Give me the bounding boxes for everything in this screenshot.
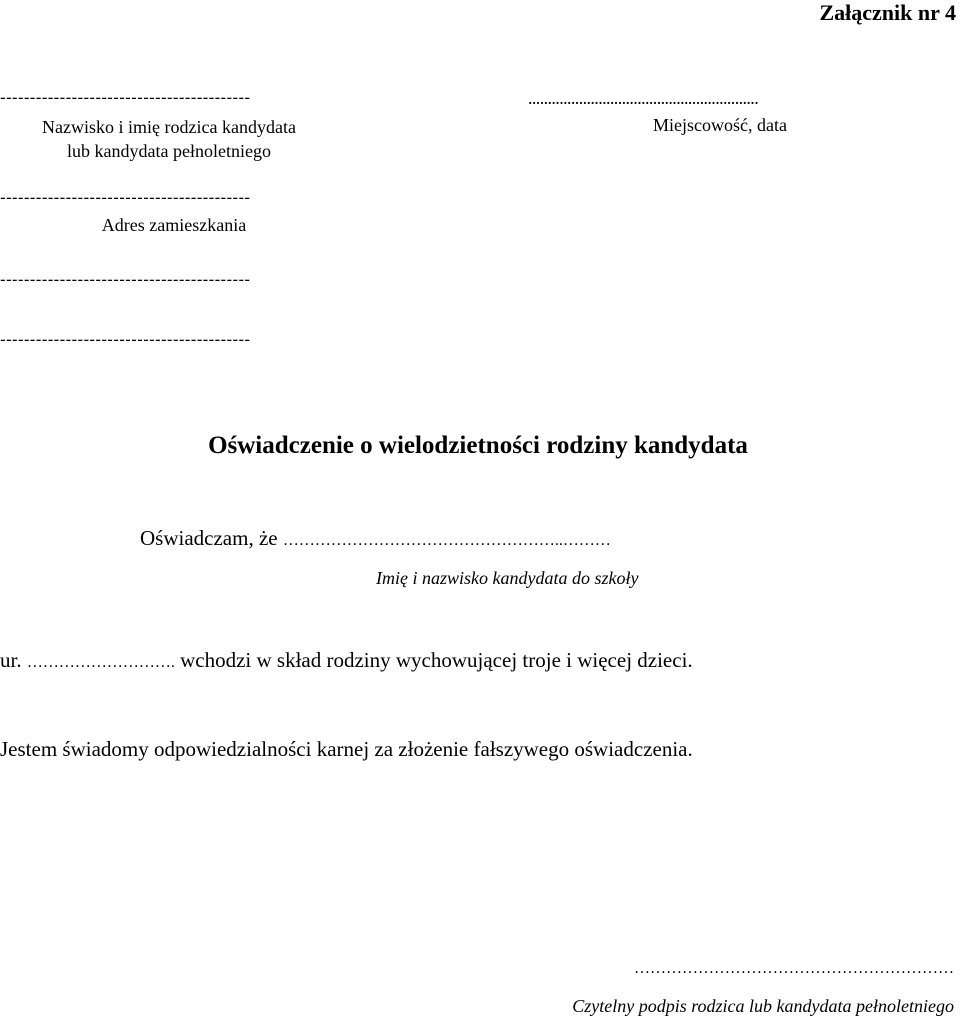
address-line-2: ------------------------------------------: [0, 270, 251, 289]
statement-line: [140, 526, 611, 551]
parent-name-label: [0, 115, 338, 163]
liability-statement: Jestem świadomy odpowiedzialności karnej za złożenie fałszywego oświadczenia.: [0, 737, 693, 761]
address-label: Adres zamieszkania: [101, 215, 247, 235]
birth-date-dots: ……………………….: [26, 654, 175, 671]
place-date-dots: ...........................................................: [528, 88, 759, 108]
birth-line: [0, 648, 693, 673]
statement-prefix: Oświadczam, że: [140, 526, 278, 550]
signature-dots: ……………………………………………………: [634, 960, 954, 977]
address-line: ------------------------------------------: [0, 188, 251, 207]
signature-caption: Czytelny podpis rodzica lub kandydata pełnoletniego: [572, 996, 954, 1016]
parent-name-label-line-1: Nazwisko i imię rodzica kandydata: [42, 117, 296, 137]
family-statement: wchodzi w skład rodziny wychowującej troje i więcej dzieci.: [180, 648, 693, 672]
candidate-name-dots: ……………………………………………..………: [282, 532, 611, 549]
born-prefix: ur.: [0, 648, 22, 672]
candidate-name-caption: Imię i nazwisko kandydata do szkoły: [376, 568, 639, 588]
document-title: Oświadczenie o wielodzietności rodziny kandydata: [208, 432, 748, 459]
annex-label: Załącznik nr 4: [819, 0, 956, 25]
address-line-3: ------------------------------------------: [0, 330, 251, 349]
parent-name-label-line-2: lub kandydata pełnoletniego: [67, 141, 271, 161]
place-date-label: Miejscowość, data: [653, 115, 787, 135]
parent-name-line: ------------------------------------------: [0, 88, 251, 107]
